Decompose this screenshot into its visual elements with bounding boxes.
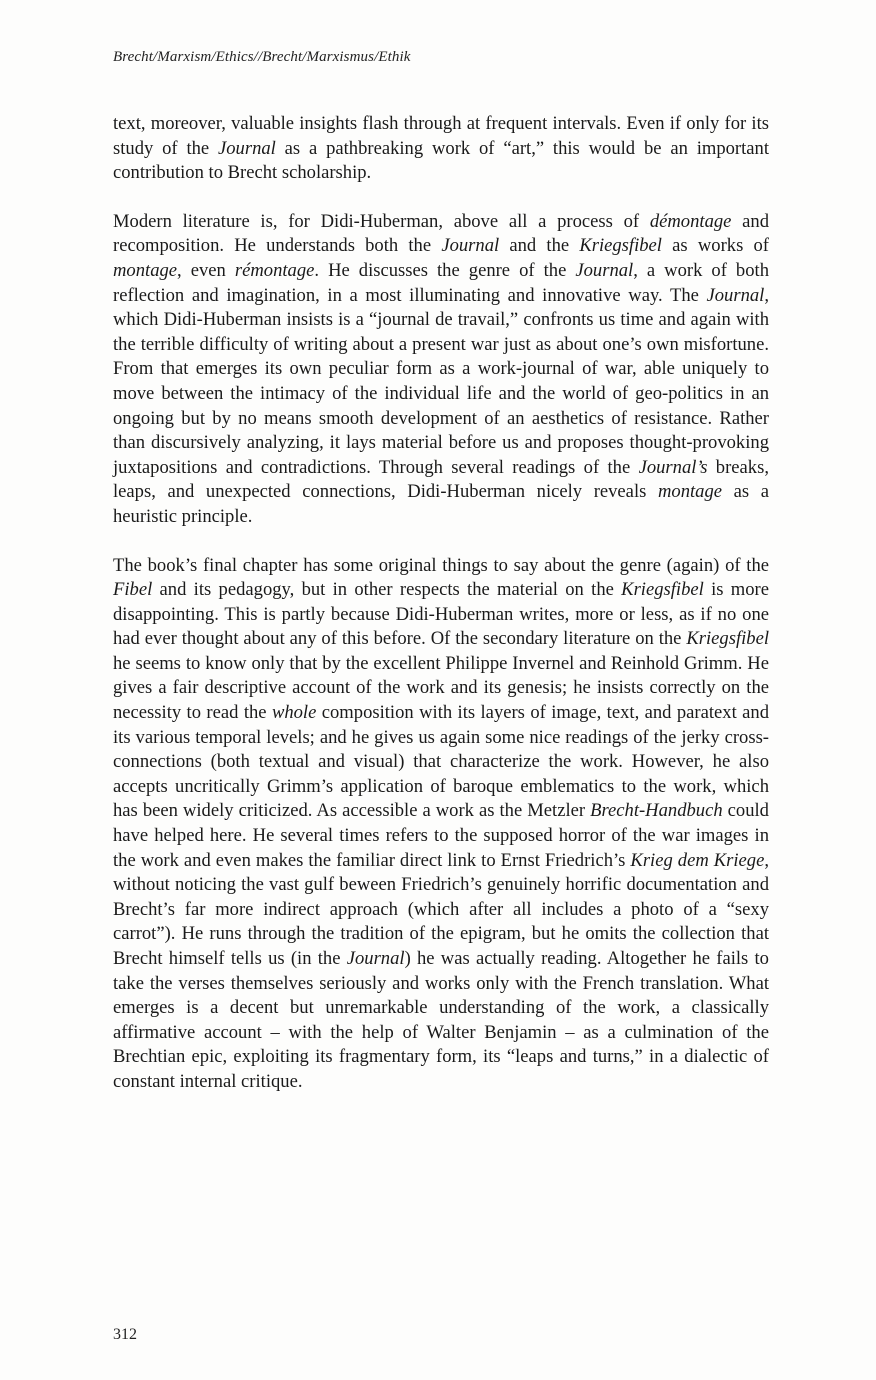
text-run: and its pedagogy, but in other respects the material on the: [152, 579, 622, 601]
italic-run: Journal’s: [638, 456, 708, 478]
text-run: , a work of both reflection and imagination, in a most illuminating and innovative way. The: [113, 259, 769, 306]
italic-run: Journal: [706, 284, 765, 306]
text-run: as a pathbreaking work of “art,” this would be an important contribution to Brecht scholarship.: [113, 137, 769, 184]
text-run: as works of: [661, 235, 769, 257]
italic-run: Krieg dem Kriege: [630, 849, 765, 871]
italic-run: montage: [113, 259, 178, 281]
text-run: and the: [499, 235, 580, 257]
text-run: text, moreover, valuable insights flash through at frequent intervals. Even if only for its study of the: [113, 113, 769, 159]
text-run: , without noticing the vast gulf beween Friedrich’s genuinely horrific documentation and Brecht’s far more indirect approach (which after all includes a photo of a “sexy carrot”). He runs through the tradition of the epigram, but he omits the collection that Brecht himself tells us (in the: [113, 849, 770, 969]
paragraph: [113, 112, 769, 186]
italic-run: rémontage: [234, 259, 315, 281]
text-run: and recomposition. He understands both the: [113, 210, 769, 257]
text-run: The book’s final chapter has some original things to say about the genre (again) of the: [113, 554, 769, 576]
text-run: ) he was actually reading. Altogether he fails to take the verses themselves seriously and works only with the French translation. What emerges is a decent but unremarkable understanding of the work, a classically affirmative account – with the help of Walter Benjamin – as a culmination of the Brechtian epic, exploiting its fragmentary form, its “leaps and turns,” in a dialectic of constant internal critique.: [113, 948, 769, 1092]
text-run: , even: [177, 259, 235, 281]
italic-run: Kriegsfibel: [686, 628, 769, 650]
text-run: is more disappointing. This is partly because Didi-Huberman writes, more or less, as if no one had ever thought about any of this before. Of the secondary literature on the: [113, 579, 770, 650]
text-run: Modern literature is, for Didi-Huberman, above all a process of: [113, 210, 650, 232]
italic-run: Kriegsfibel: [621, 579, 704, 601]
italic-run: whole: [271, 702, 317, 724]
text-run: . He discusses the genre of the: [314, 259, 576, 281]
italic-run: Fibel: [113, 579, 153, 601]
text-run: breaks, leaps, and unexpected connections, Didi-Huberman nicely reveals: [113, 456, 769, 503]
text-run: could have helped here. He several times refers to the supposed horror of the war images in the work and even makes the familiar direct link to Ernst Friedrich’s: [113, 800, 769, 871]
paragraph: [113, 210, 769, 530]
italic-run: Journal: [575, 259, 634, 281]
text-run: composition with its layers of image, text, and paratext and its various temporal levels; and he gives us again some nice readings of the jerky cross-connections (both textual and visual) that characterize the work. However, he also accepts uncritically Grimm’s application of baroque emblematics to the work, which has been widely criticized. As accessible a work as the Metzler: [113, 702, 769, 822]
italic-run: Journal: [346, 948, 405, 969]
italic-run: Journal: [218, 137, 276, 159]
text-run: he seems to know only that by the excellent Philippe Invernel and Reinhold Grimm. He gives a fair descriptive account of the work and its genesis; he insists correctly on the necessity to read the: [113, 652, 769, 724]
page-number: 312: [113, 1326, 137, 1343]
running-head: Brecht/Marxism/Ethics//Brecht/Marxismus/Ethik: [113, 49, 411, 65]
text-run: as a heuristic principle.: [113, 481, 769, 527]
italic-run: Journal: [441, 235, 500, 257]
text-run: , which Didi-Huberman insists is a “journal de travail,” confronts us time and again with the terrible difficulty of writing about a present war just as about one’s own misfortune. From that emerges its own peculiar form as a work-journal of war, able uniquely to move between the intimacy of the individual life and the world of geo-politics in an ongoing but by no means smooth development of an aesthetics of resistance. Rather than discursively analyzing, it lays material before us and proposes thought-provoking juxtapositions and contradictions. Through several readings of the: [113, 284, 769, 478]
italic-run: Brecht-Handbuch: [590, 800, 723, 822]
paragraph: [113, 554, 769, 1095]
italic-run: Kriegsfibel: [579, 235, 662, 257]
body-text: [113, 112, 769, 1119]
italic-run: montage: [657, 481, 723, 503]
italic-run: démontage: [649, 210, 732, 232]
